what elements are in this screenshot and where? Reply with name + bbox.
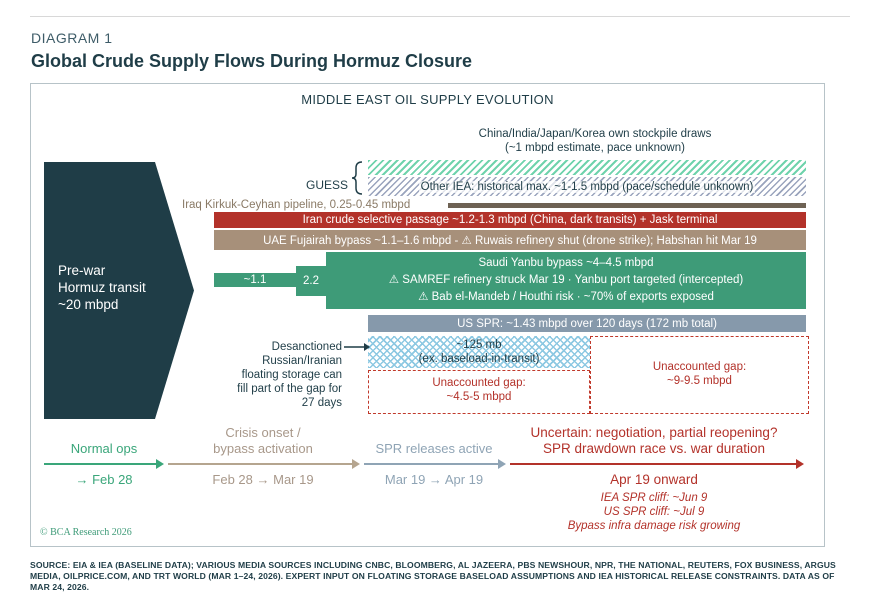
phase3-label: SPR releases active [375, 441, 493, 456]
phase4-line1: Uncertain: negotiation, partial reopening? [530, 425, 778, 440]
phase4-line2: SPR drawdown race vs. war duration [542, 441, 766, 456]
phase2-line2: bypass activation [213, 441, 313, 456]
frame-title: MIDDLE EAST OIL SUPPLY EVOLUTION [301, 92, 554, 107]
iran-label: Iran crude selective passage ~1.2-1.3 mbpd (China, dark transits) + Jask terminal [302, 214, 718, 226]
phase2-line1: Crisis onset / [225, 425, 301, 440]
phase2-label [168, 425, 358, 457]
desanctioned-arrow-icon [344, 342, 370, 352]
saudi-line2: ⚠ SAMREF refinery struck Mar 19 · Yanbu port targeted (intercepted) [388, 274, 744, 286]
saudi-step1 [214, 273, 296, 287]
saudi-line1: Saudi Yanbu bypass ~4–4.5 mbpd [478, 257, 654, 269]
iraq-label: Iraq Kirkuk-Ceyhan pipeline, 0.25-0.45 mbpd [182, 199, 411, 211]
saudi-step2-label: 2.2 [303, 275, 319, 287]
prewar-line2: Hormuz transit [58, 280, 146, 295]
saudi-step2 [296, 266, 326, 296]
us-spr-label: US SPR: ~1.43 mbpd over 120 days (172 mb total) [457, 317, 717, 330]
prewar-label [58, 262, 178, 313]
desanctioned-line3: floating storage can [241, 369, 342, 381]
source-footer: SOURCE: EIA & IEA (BASELINE DATA); VARIOUS MEDIA SOURCES INCLUDING CNBC, BLOOMBERG, AL JAZEERA, PBS NEWSHOUR, NPR, THE NATIONAL, REUTERS, FOX BUSINESS, ARGUS MEDIA, OILPRICE.COM, AND TRT WORLD (MAR 1–24, 2026). EXPERT INPUT ON FLOATING STORAGE BASELOAD ASSUMPTIONS AND IEA HISTORICAL RELEASE CONSTRAINTS. DATA AS OF MAR 24, 2026. [30, 560, 836, 592]
copyright: © BCA Research 2026 [40, 527, 132, 538]
prewar-line1: Pre-war [58, 263, 106, 278]
desanctioned-line1: Desanctioned [271, 341, 342, 353]
stockpile-line1: China/India/Japan/Korea own stockpile draws [478, 128, 712, 140]
us-spr-bar [368, 315, 806, 332]
phase4-label [504, 425, 804, 457]
phase1-date: → Feb 28 [75, 472, 133, 487]
note-us-cliff: US SPR cliff: ~Jul 9 [603, 506, 705, 518]
phase4-notes [504, 491, 804, 533]
prewar-line3: ~20 mbpd [58, 297, 119, 312]
stockpile-line2: (~1 mbpd estimate, pace unknown) [505, 142, 685, 154]
note-bypass-risk: Bypass infra damage risk growing [567, 520, 741, 532]
other-iea-label: Other IEA: historical max. ~1-1.5 mbpd (pace/schedule unknown) [420, 180, 754, 193]
phase3-date: Mar 19 → Apr 19 [384, 472, 484, 487]
desanctioned-note [214, 340, 342, 410]
phase2-arrow-head [352, 459, 360, 469]
saudi-bar [326, 252, 806, 309]
gap1-line1: Unaccounted gap: [432, 377, 526, 389]
phase2-date: Feb 28 → Mar 19 [212, 472, 314, 487]
timeline-arrows [40, 457, 810, 471]
phase4-date: Apr 19 onward [610, 472, 698, 487]
stockpile-note [400, 127, 790, 155]
saudi-step1-label: ~1.1 [243, 274, 267, 286]
floating-line1: ~125 mb [456, 339, 502, 351]
phase3-arrow-head [498, 459, 506, 469]
iran-bar [214, 212, 806, 228]
desanctioned-line2: Russian/Iranian [262, 355, 342, 367]
other-iea-bar [368, 177, 806, 196]
gap1-line2: ~4.5-5 mbpd [446, 391, 512, 403]
phase4-arrow-head [796, 459, 804, 469]
guess-label: GUESS [306, 178, 349, 192]
desanctioned-line5: 27 days [301, 397, 342, 409]
gap2-label [590, 360, 809, 388]
floating-storage-label [368, 338, 590, 366]
saudi-line3: ⚠ Bab el-Mandeb / Houthi risk · ~70% of exports exposed [418, 291, 714, 303]
gap1-label [368, 376, 590, 404]
gap2-line2: ~9-9.5 mbpd [667, 375, 732, 387]
note-iea-cliff: IEA SPR cliff: ~Jun 9 [600, 492, 708, 504]
stockpile-bar [368, 160, 806, 175]
uae-label: UAE Fujairah bypass ~1.1–1.6 mbpd - ⚠ Ruwais refinery shut (drone strike); Habshan hit Mar 19 [263, 235, 757, 247]
uae-bar [214, 230, 806, 250]
desanctioned-line4: fill part of the gap for [237, 383, 342, 395]
phase1-label: Normal ops [70, 441, 138, 456]
top-divider [30, 16, 850, 17]
gap2-line1: Unaccounted gap: [652, 361, 747, 373]
brace-icon [350, 160, 366, 196]
diagram-title: Global Crude Supply Flows During Hormuz Closure [31, 51, 473, 71]
floating-line2: (ex. baseload-in-transit) [418, 353, 540, 365]
iraq-bar [448, 203, 806, 208]
diagram-label: DIAGRAM 1 [31, 30, 113, 46]
phase1-arrow-head [156, 459, 164, 469]
